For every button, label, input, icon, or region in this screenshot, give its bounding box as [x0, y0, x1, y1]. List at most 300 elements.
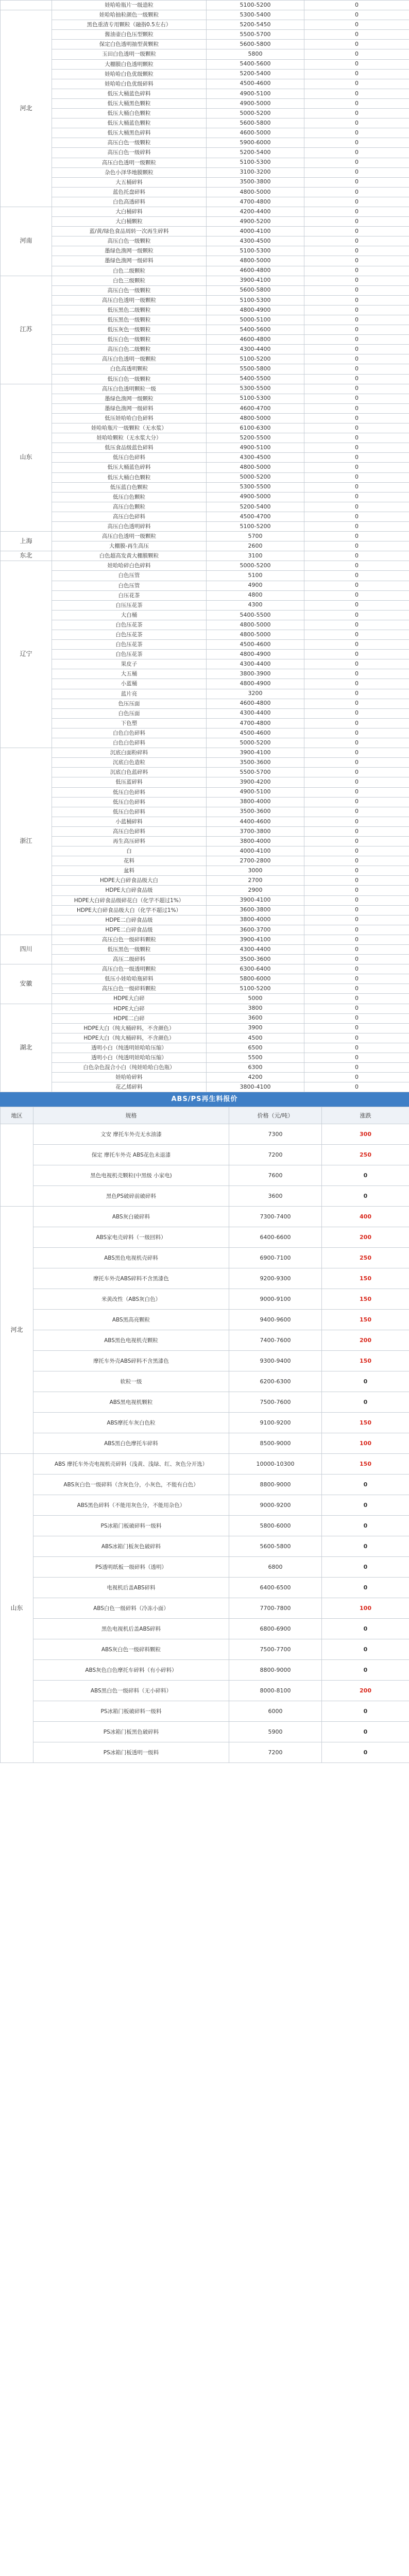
table-row — [1, 561, 409, 571]
price-cell: 4600-4800 — [207, 335, 304, 345]
price-cell: 4000-4100 — [207, 227, 304, 236]
table-row — [1, 1043, 409, 1053]
change-cell: 0 — [304, 295, 409, 305]
abs-ps-price-table — [0, 1107, 409, 1763]
table-header-row — [1, 1107, 409, 1124]
table-row — [1, 1701, 409, 1722]
spec-cell: 娃哈哈瓶片一级颗粒（无水浆） — [52, 423, 207, 433]
table-row — [1, 217, 409, 227]
spec-cell: 低压大桶蓝色颗粒 — [52, 118, 207, 128]
change-cell: 0 — [304, 640, 409, 650]
spec-cell: 低压白色一级颗粒 — [52, 374, 207, 384]
change-cell: 0 — [304, 89, 409, 98]
price-cell: 7600 — [229, 1165, 322, 1186]
price-cell: 6800-6900 — [229, 1619, 322, 1639]
price-cell: 5300-5500 — [207, 482, 304, 492]
change-cell: 0 — [304, 1053, 409, 1063]
spec-cell: HDPE大白碎食品级大白 — [52, 876, 207, 886]
change-cell: 200 — [322, 1330, 409, 1351]
spec-cell: 白色压管 — [52, 581, 207, 590]
spec-cell: ABS白色一级碎料（冷冻小面） — [33, 1598, 229, 1619]
spec-cell: 白色压管 — [52, 571, 207, 581]
price-cell: 9400-9600 — [229, 1310, 322, 1330]
table-row — [1, 1475, 409, 1495]
change-cell: 0 — [304, 925, 409, 935]
price-cell: 3800-4000 — [207, 797, 304, 807]
change-cell: 0 — [304, 758, 409, 768]
table-row — [1, 1578, 409, 1598]
change-cell: 0 — [304, 1013, 409, 1023]
table-row — [1, 758, 409, 768]
spec-cell: 低压灰色一级颗粒 — [52, 325, 207, 335]
table-row — [1, 345, 409, 354]
change-cell: 0 — [304, 571, 409, 581]
change-cell: 0 — [322, 1578, 409, 1598]
price-cell: 4300-4500 — [207, 453, 304, 463]
table-row — [1, 453, 409, 463]
spec-cell: 低压蓝白色颗粒 — [52, 482, 207, 492]
change-cell: 0 — [304, 59, 409, 69]
table-row — [1, 1289, 409, 1310]
change-cell: 0 — [322, 1536, 409, 1557]
change-cell: 0 — [304, 610, 409, 620]
table-row — [1, 177, 409, 187]
price-cell: 8500-9000 — [229, 1433, 322, 1454]
spec-cell: 白色超高发黄大棚膜颗粒 — [52, 551, 207, 561]
spec-cell: 白色压花茶 — [52, 620, 207, 630]
spec-cell: 玉田白色透明一级颗粒 — [52, 49, 207, 59]
table-row — [1, 403, 409, 413]
abs-ps-price-table-body — [1, 1124, 409, 1763]
spec-cell: 白色压花茶 — [52, 640, 207, 650]
table-row — [1, 128, 409, 138]
change-cell: 0 — [304, 472, 409, 482]
spec-cell: 蓝/黄/绿色食品周转一次再生碎料 — [52, 227, 207, 236]
table-row — [1, 109, 409, 118]
price-cell: 3600-3700 — [207, 925, 304, 935]
spec-cell: 摩托车外壳ABS碎料不含黑漆色 — [33, 1268, 229, 1289]
spec-cell: 低压黑色一级颗粒 — [52, 315, 207, 325]
price-cell: 4800-4900 — [207, 679, 304, 689]
spec-cell: PS冰箱门板透明一级料 — [33, 1742, 229, 1763]
price-cell: 2700-2800 — [207, 856, 304, 866]
spec-cell: 低压白色颗粒 — [52, 492, 207, 502]
spec-cell: HDPE大白碎食品级碎花白（化学不超过1%） — [52, 895, 207, 905]
price-cell: 3500-3600 — [207, 758, 304, 768]
price-cell: 5600-5800 — [207, 40, 304, 49]
change-cell: 0 — [304, 718, 409, 728]
spec-cell: 花料 — [52, 856, 207, 866]
table-row — [1, 256, 409, 266]
table-row — [1, 532, 409, 541]
change-cell: 0 — [304, 659, 409, 669]
spec-cell: 高压白色一级颗粒 — [52, 138, 207, 148]
change-cell: 0 — [322, 1557, 409, 1578]
table-row — [1, 118, 409, 128]
spec-cell: 白色二级颗粒 — [52, 266, 207, 276]
change-cell: 0 — [304, 1004, 409, 1013]
price-column-header: 价格（元/吨） — [229, 1107, 322, 1124]
spec-cell: 大棚膜白色透明颗粒 — [52, 59, 207, 69]
spec-cell: 再生高压碎料 — [52, 836, 207, 846]
change-cell: 200 — [322, 1227, 409, 1248]
spec-cell: 低压大桶黑色碎料 — [52, 128, 207, 138]
table-row — [1, 1227, 409, 1248]
table-row — [1, 748, 409, 758]
spec-cell: 杂色小泽华地膜颗粒 — [52, 167, 207, 177]
pe-price-table-body — [1, 1, 409, 1092]
change-cell: 400 — [322, 1207, 409, 1227]
table-row — [1, 1330, 409, 1351]
table-row — [1, 79, 409, 89]
change-cell: 0 — [304, 98, 409, 108]
change-cell: 0 — [304, 768, 409, 777]
table-row — [1, 777, 409, 787]
spec-cell: 高压白色透明碎料 — [52, 521, 207, 531]
table-row — [1, 1268, 409, 1289]
change-cell: 0 — [304, 325, 409, 335]
change-cell: 0 — [304, 826, 409, 836]
table-row — [1, 197, 409, 207]
region-cell: 山东 — [1, 1454, 33, 1763]
change-cell: 0 — [304, 708, 409, 718]
spec-cell: ABS冰箱门板灰色破碎料 — [33, 1536, 229, 1557]
change-cell: 0 — [304, 148, 409, 158]
spec-cell: 低压蓝碎料 — [52, 777, 207, 787]
price-cell: 5500-5800 — [207, 364, 304, 374]
table-row — [1, 1145, 409, 1165]
price-cell: 5800-6000 — [229, 1516, 322, 1536]
price-cell: 3900-4100 — [207, 748, 304, 758]
price-cell: 3800-4000 — [207, 915, 304, 925]
spec-cell: ABS家电壳碎料（一级回料） — [33, 1227, 229, 1248]
region-cell: 安徽 — [1, 964, 52, 1004]
price-cell: 5000-5200 — [207, 738, 304, 748]
price-cell: 4800-5000 — [207, 413, 304, 423]
change-cell: 0 — [304, 728, 409, 738]
spec-cell: PS冰箱门板破碎料一级料 — [33, 1516, 229, 1536]
change-cell: 0 — [304, 935, 409, 944]
price-cell: 3900-4100 — [207, 935, 304, 944]
region-cell: 四川 — [1, 935, 52, 964]
table-row — [1, 10, 409, 20]
price-cell: 5100-5300 — [207, 158, 304, 167]
table-row — [1, 1639, 409, 1660]
price-cell: 5100 — [207, 571, 304, 581]
price-cell: 5000-5200 — [207, 472, 304, 482]
spec-cell: 酱油壶白色压型颗粒 — [52, 30, 207, 40]
change-cell: 0 — [304, 1043, 409, 1053]
spec-cell: 白色白色碎料 — [52, 738, 207, 748]
table-row — [1, 1495, 409, 1516]
spec-cell: 娃哈哈白色优级碎料 — [52, 79, 207, 89]
change-cell: 0 — [304, 1033, 409, 1043]
spec-cell: 大五桶 — [52, 669, 207, 679]
spec-cell: 高压白色透明一级颗粒 — [52, 158, 207, 167]
table-row — [1, 640, 409, 650]
price-cell: 6900-7100 — [229, 1248, 322, 1268]
region-cell: 浙江 — [1, 748, 52, 935]
change-cell: 0 — [304, 669, 409, 679]
spec-cell: HDPE大白（纯大桶碎料，不含颜色） — [52, 1033, 207, 1043]
change-cell: 0 — [304, 345, 409, 354]
price-cell: 5400-5500 — [207, 610, 304, 620]
table-row — [1, 1207, 409, 1227]
price-cell: 5500-5700 — [207, 768, 304, 777]
change-cell: 0 — [304, 787, 409, 797]
change-cell: 0 — [304, 374, 409, 384]
price-cell: 4300-4400 — [207, 659, 304, 669]
spec-cell: 白色压花茶 — [52, 630, 207, 640]
spec-cell: 高压白色一级碎料颗粒 — [52, 935, 207, 944]
table-row — [1, 285, 409, 295]
price-cell: 3200 — [207, 689, 304, 699]
spec-cell: 软粒一级 — [33, 1371, 229, 1392]
change-cell: 0 — [322, 1165, 409, 1186]
price-cell: 5000-5100 — [207, 315, 304, 325]
table-row — [1, 49, 409, 59]
change-cell: 0 — [304, 177, 409, 187]
table-row — [1, 148, 409, 158]
price-cell: 8000-8100 — [229, 1681, 322, 1701]
price-cell: 4400-4600 — [207, 817, 304, 826]
change-cell: 0 — [304, 817, 409, 826]
spec-cell: 白色高透明颗粒 — [52, 364, 207, 374]
price-cell: 2900 — [207, 886, 304, 895]
table-row — [1, 964, 409, 974]
change-cell: 0 — [304, 984, 409, 994]
spec-cell: 盆料 — [52, 866, 207, 876]
price-cell: 9300-9400 — [229, 1351, 322, 1371]
table-row — [1, 1536, 409, 1557]
spec-cell: HDPE大白碎 — [52, 994, 207, 1004]
change-cell: 0 — [304, 551, 409, 561]
spec-cell: 低压白色碎料 — [52, 787, 207, 797]
price-cell: 4300-4400 — [207, 945, 304, 955]
table-row — [1, 1516, 409, 1536]
price-cell: 6400-6600 — [229, 1227, 322, 1248]
spec-cell: 高压白色一级碎料颗粒 — [52, 984, 207, 994]
change-cell: 0 — [304, 266, 409, 276]
price-cell: 3800 — [207, 1004, 304, 1013]
spec-cell: 墨绿色渔网一级颗粒 — [52, 246, 207, 256]
table-row — [1, 158, 409, 167]
spec-cell: 高压白色透明一级颗粒 — [52, 532, 207, 541]
spec-cell: 高压白色透明一级颗粒 — [52, 354, 207, 364]
price-cell: 8800-9000 — [229, 1660, 322, 1681]
change-cell: 0 — [304, 187, 409, 197]
spec-cell: 黑色PS破碎前破碎料 — [33, 1186, 229, 1207]
price-cell: 4900-5000 — [207, 492, 304, 502]
change-cell: 0 — [322, 1742, 409, 1763]
table-row — [1, 1073, 409, 1082]
spec-cell: 娃哈哈抽粒颜色一级颗粒 — [52, 10, 207, 20]
change-cell: 0 — [304, 246, 409, 256]
change-cell: 0 — [304, 364, 409, 374]
price-cell: 4900-5000 — [207, 98, 304, 108]
spec-cell: 黑色电视机后盖ABS碎料 — [33, 1619, 229, 1639]
spec-cell: ABS黑白色一级碎料（无小碎料） — [33, 1681, 229, 1701]
price-cell: 7700-7800 — [229, 1598, 322, 1619]
table-row — [1, 227, 409, 236]
price-cell: 4800-5000 — [207, 187, 304, 197]
spec-cell: 电视机后盖ABS碎料 — [33, 1578, 229, 1598]
change-cell: 0 — [304, 532, 409, 541]
table-row — [1, 738, 409, 748]
spec-cell: 黑色电视机壳颗粒(中黑级 小家电) — [33, 1165, 229, 1186]
price-cell: 6300-6400 — [207, 964, 304, 974]
change-column-header: 涨跌 — [322, 1107, 409, 1124]
price-cell: 6000 — [229, 1701, 322, 1722]
table-row — [1, 955, 409, 964]
table-row — [1, 1742, 409, 1763]
spec-cell: 高压白色一级颗粒 — [52, 285, 207, 295]
spec-cell: 色压压面 — [52, 699, 207, 708]
table-row — [1, 581, 409, 590]
spec-cell: 小蓝桶碎料 — [52, 817, 207, 826]
table-row — [1, 846, 409, 856]
table-row — [1, 886, 409, 895]
spec-cell: 沉底白色蓝碎料 — [52, 768, 207, 777]
price-cell: 7200 — [229, 1742, 322, 1763]
spec-cell: 大五桶碎料 — [52, 177, 207, 187]
spec-cell: 白色压花茶 — [52, 650, 207, 659]
price-cell: 4600-4800 — [207, 699, 304, 708]
price-cell: 5100-5200 — [207, 521, 304, 531]
table-row — [1, 384, 409, 394]
change-cell: 0 — [304, 207, 409, 216]
price-cell: 5600-5800 — [207, 118, 304, 128]
spec-cell: ABS灰白色一级碎料（含灰色分，小灰色，不能有白色） — [33, 1475, 229, 1495]
change-cell: 0 — [304, 905, 409, 915]
table-row — [1, 394, 409, 403]
table-row — [1, 69, 409, 79]
spec-cell: 摩托车外壳ABS碎料不含黑漆色 — [33, 1351, 229, 1371]
spec-cell: 高压白色透明颗粒一级 — [52, 384, 207, 394]
price-cell: 5100-5300 — [207, 394, 304, 403]
change-cell: 250 — [322, 1248, 409, 1268]
spec-cell: ABS摩托车灰白色粒 — [33, 1413, 229, 1433]
change-cell: 0 — [304, 49, 409, 59]
table-row — [1, 935, 409, 944]
spec-cell: ABS黑电视机颗粒 — [33, 1392, 229, 1413]
table-row — [1, 836, 409, 846]
change-cell: 0 — [304, 40, 409, 49]
spec-cell: HDPE二白碎 — [52, 1013, 207, 1023]
price-cell: 4900-5200 — [207, 217, 304, 227]
spec-cell: 白色杂色混合小白（纯娃哈哈白色瓶） — [52, 1063, 207, 1073]
price-cell: 5400-5600 — [207, 325, 304, 335]
price-cell: 3600-3800 — [207, 905, 304, 915]
change-cell: 0 — [322, 1495, 409, 1516]
spec-cell: ABS灰白色一级碎料颗粒 — [33, 1639, 229, 1660]
price-cell: 4800-5000 — [207, 620, 304, 630]
table-row — [1, 315, 409, 325]
price-cell: 5200-5400 — [207, 69, 304, 79]
price-cell: 5900-6000 — [207, 138, 304, 148]
price-cell: 4800-4900 — [207, 650, 304, 659]
price-cell: 5700 — [207, 532, 304, 541]
change-cell: 0 — [304, 866, 409, 876]
spec-cell: 米黄改性（ABS灰白色） — [33, 1289, 229, 1310]
table-row — [1, 521, 409, 531]
table-row — [1, 1310, 409, 1330]
table-row — [1, 1351, 409, 1371]
price-cell: 6200-6300 — [229, 1371, 322, 1392]
spec-cell: 低压白色一级颗粒 — [52, 335, 207, 345]
table-row — [1, 669, 409, 679]
price-cell: 5600-5800 — [229, 1536, 322, 1557]
price-cell: 3100 — [207, 551, 304, 561]
price-cell: 7500-7600 — [229, 1392, 322, 1413]
price-cell: 4700-4800 — [207, 718, 304, 728]
change-cell: 0 — [304, 109, 409, 118]
table-row — [1, 876, 409, 886]
change-cell: 0 — [304, 699, 409, 708]
price-cell: 4600-4800 — [207, 266, 304, 276]
price-cell: 5400-5500 — [207, 374, 304, 384]
change-cell: 150 — [322, 1289, 409, 1310]
spec-cell: 蓝色托盘碎料 — [52, 187, 207, 197]
change-cell: 150 — [322, 1310, 409, 1330]
change-cell: 0 — [322, 1371, 409, 1392]
price-cell: 7200 — [229, 1145, 322, 1165]
table-row — [1, 610, 409, 620]
spec-cell: 白色压面 — [52, 708, 207, 718]
price-cell: 3900-4100 — [207, 895, 304, 905]
table-row — [1, 335, 409, 345]
spec-cell: 低压白色碎料 — [52, 807, 207, 817]
spec-cell: 下色塑 — [52, 718, 207, 728]
spec-cell: 娃哈哈碎白色碎料 — [52, 561, 207, 571]
price-cell: 10000-10300 — [229, 1454, 322, 1475]
spec-cell: ABS黑高亮颗粒 — [33, 1310, 229, 1330]
table-row — [1, 718, 409, 728]
price-cell: 5200-5400 — [207, 502, 304, 512]
table-row — [1, 98, 409, 108]
table-row — [1, 20, 409, 30]
table-row — [1, 1013, 409, 1023]
table-row — [1, 600, 409, 610]
price-cell: 4800-5000 — [207, 630, 304, 640]
spec-cell: PS冰箱门板破碎料一级料 — [33, 1701, 229, 1722]
price-cell: 5000-5200 — [207, 109, 304, 118]
spec-cell: 大白桶 — [52, 610, 207, 620]
price-cell: 2700 — [207, 876, 304, 886]
price-cell: 7300 — [229, 1124, 322, 1145]
change-cell: 0 — [304, 797, 409, 807]
table-row — [1, 1619, 409, 1639]
spec-cell: 娃哈哈碎料 — [52, 1073, 207, 1082]
change-cell: 0 — [322, 1516, 409, 1536]
spec-cell: 低压白色碎料 — [52, 453, 207, 463]
change-cell: 0 — [322, 1660, 409, 1681]
spec-cell: 高压白色一级颗粒 — [52, 236, 207, 246]
spec-cell: 透明小白（纯透明娃哈哈压缩） — [52, 1043, 207, 1053]
price-cell: 4000-4100 — [207, 846, 304, 856]
table-row — [1, 679, 409, 689]
price-cell: 5300-5500 — [207, 384, 304, 394]
change-cell: 0 — [304, 620, 409, 630]
region-cell: 河南 — [1, 207, 52, 276]
spec-cell: 低压小娃哈哈瓶碎料 — [52, 974, 207, 984]
price-cell: 9000-9100 — [229, 1289, 322, 1310]
change-cell: 0 — [304, 443, 409, 453]
table-row — [1, 40, 409, 49]
spec-cell: HDPE大白碎 — [52, 1004, 207, 1013]
change-cell: 0 — [304, 856, 409, 866]
price-cell: 4800-5000 — [207, 463, 304, 472]
